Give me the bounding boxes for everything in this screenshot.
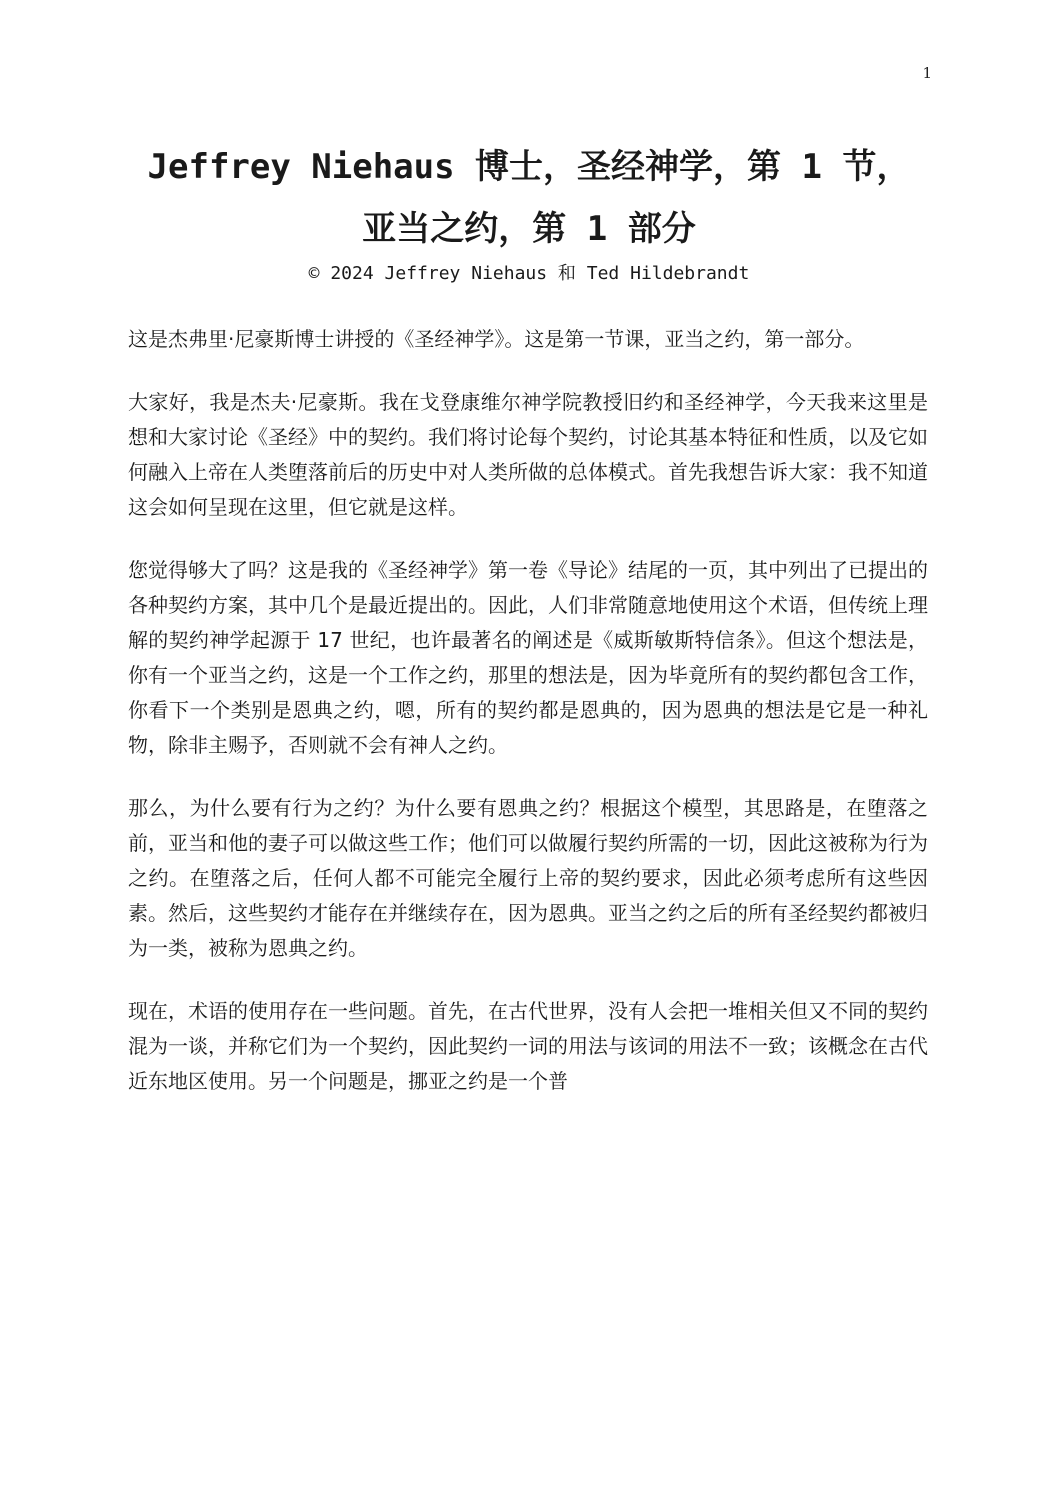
document-body [128, 322, 928, 1127]
document-title [100, 136, 958, 260]
title-line-1: Jeffrey Niehaus 博士，圣经神学，第 1 节， [147, 147, 911, 187]
paragraph: 那么，为什么要有行为之约？为什么要有恩典之约？根据这个模型，其思路是，在堕落之前，亚当和他的妻子可以做这些工作；他们可以做履行契约所需的一切，因此这被称为行为之约。在堕落之后，任何人都不可能完全履行上帝的契约要求，因此必须考虑所有这些因素。然后，这些契约才能存在并继续存在，因为恩典。亚当之约之后的所有圣经契约都被归为一类，被称为恩典之约。 [128, 796, 928, 960]
paragraph: 这是杰弗里·尼豪斯博士讲授的《圣经神学》。这是第一节课，亚当之约，第一部分。 [128, 327, 865, 351]
paragraph: 现在，术语的使用存在一些问题。首先，在古代世界，没有人会把一堆相关但又不同的契约混为一谈，并称它们为一个契约，因此契约一词的用法与该词的用法不一致；该概念在古代近东地区使用。另一个问题是，挪亚之约是一个普 [128, 999, 928, 1093]
title-line-2: 亚当之约，第 1 部分 [362, 209, 696, 249]
paragraph: 您觉得够大了吗？这是我的《圣经神学》第一卷《导论》结尾的一页，其中列出了已提出的各种契约方案，其中几个是最近提出的。因此，人们非常随意地使用这个术语，但传统上理解的契约神学起源于 17 世纪，也许最著名的阐述是《威斯敏斯特信条》。但这个想法是，你有一个亚当之约，这是一个工作之约，那里的想法是，因为毕竟所有的契约都包含工作，你看下一个类别是恩典之约，嗯，所有的契约都是恩典的，因为恩典的想法是它是一种礼物，除非主赐予，否则就不会有神人之约。 [128, 558, 928, 757]
page-number: 1 [922, 64, 932, 82]
copyright-line: © 2024 Jeffrey Niehaus 和 Ted Hildebrandt [308, 263, 750, 284]
paragraph: 大家好，我是杰夫·尼豪斯。我在戈登康维尔神学院教授旧约和圣经神学，今天我来这里是想和大家讨论《圣经》中的契约。我们将讨论每个契约，讨论其基本特征和性质，以及它如何融入上帝在人类堕落前后的历史中对人类所做的总体模式。首先我想告诉大家：我不知道这会如何呈现在这里，但它就是这样。 [128, 390, 928, 519]
